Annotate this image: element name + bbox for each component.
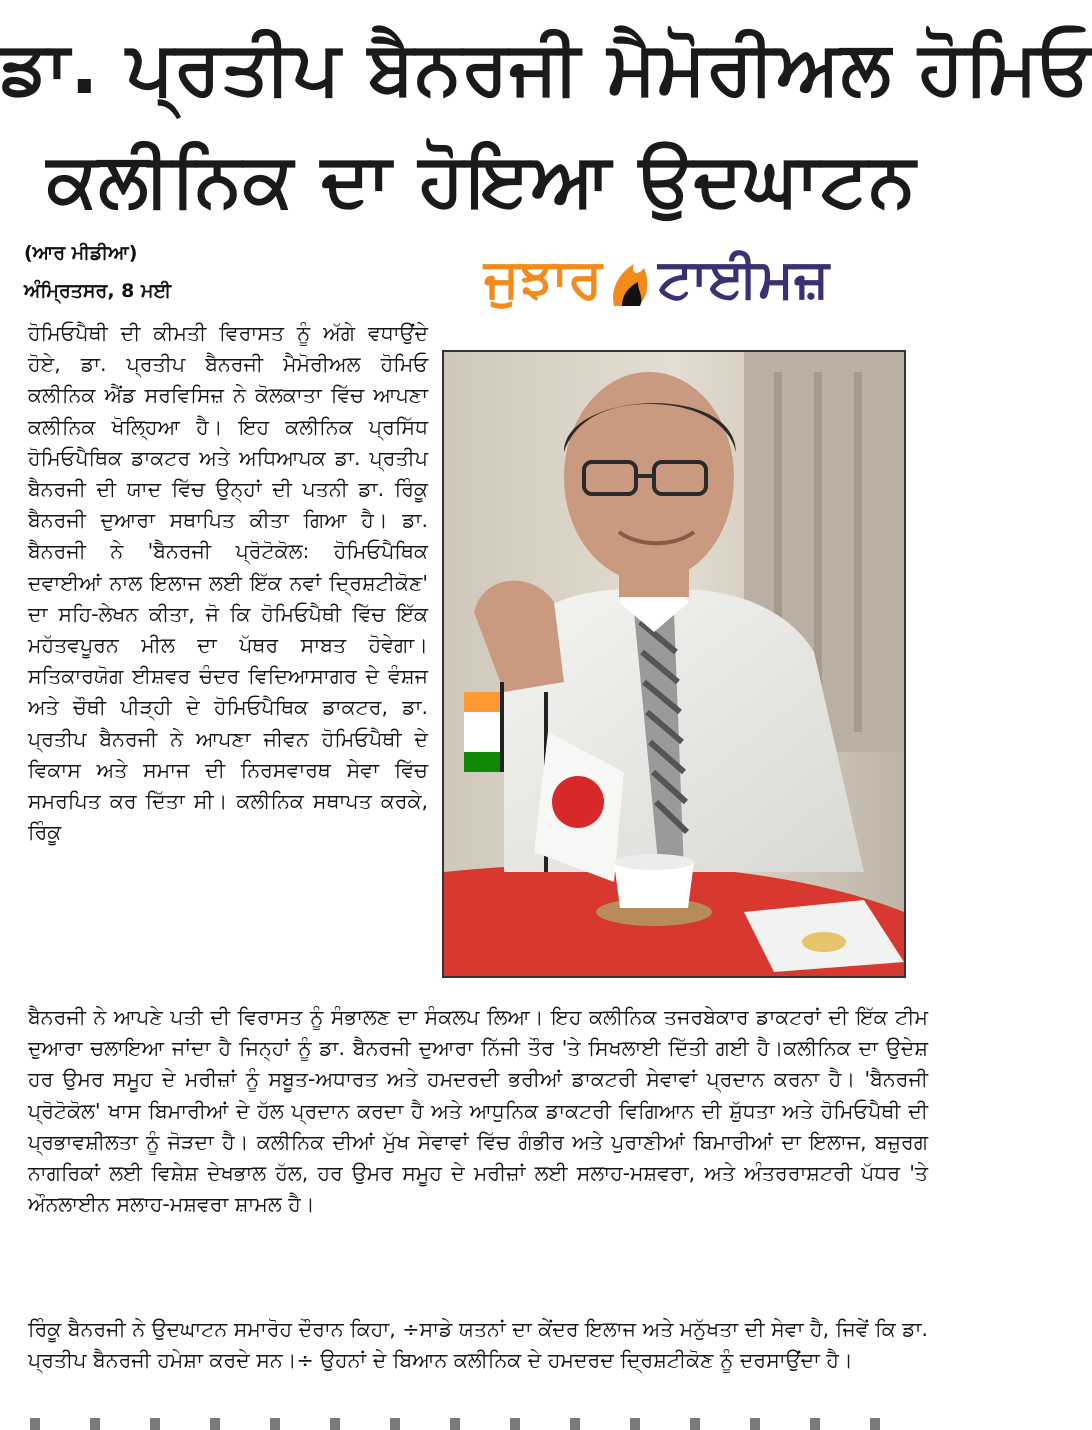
article-column-text: ਹੋਮਿਓਪੈਥੀ ਦੀ ਕੀਮਤੀ ਵਿਰਾਸਤ ਨੂੰ ਅੱਗੇ ਵਧਾਉਂਦੇ ਹੋਏ, ਡਾ. ਪ੍ਰਤੀਪ ਬੈਨਰਜੀ ਮੈਮੋਰੀਅਲ ਹੋਮਿਓ ਕਲੀਨਿਕ ਐਂਡ ਸਰਵਿਸਿਜ਼ ਨੇ ਕੋਲਕਾਤਾ ਵਿੱਚ ਆਪਣਾ ਕਲੀਨਿਕ ਖੋਲ੍ਹਿਆ ਹੈ। ਇਹ ਕਲੀਨਿਕ ਪ੍ਰਸਿੱਧ ਹੋਮਿਓਪੈਥਿਕ ਡਾਕਟਰ ਅਤੇ ਅਧਿਆਪਕ ਡਾ. ਪ੍ਰਤੀਪ ਬੈਨਰਜੀ ਦੀ ਯਾਦ ਵਿੱਚ ਉਨ੍ਹਾਂ ਦੀ ਪਤਨੀ ਡਾ. ਰਿੰਕੂ ਬੈਨਰਜੀ ਦੁਆਰਾ ਸਥਾਪਿਤ ਕੀਤਾ ਗਿਆ ਹੈ। ਡਾ. ਬੈਨਰਜੀ ਨੇ 'ਬੈਨਰਜੀ ਪ੍ਰੋਟੋਕੋਲ: ਹੋਮਿਓਪੈਥਿਕ ਦਵਾਈਆਂ ਨਾਲ ਇਲਾਜ ਲਈ ਇੱਕ ਨਵਾਂ ਦ੍ਰਿਸ਼ਟੀਕੋਣ' ਦਾ ਸਹਿ-ਲੇਖਨ ਕੀਤਾ, ਜੋ ਕਿ ਹੋਮਿਓਪੈਥੀ ਵਿੱਚ ਇੱਕ ਮਹੱਤਵਪੂਰਨ ਮੀਲ ਦਾ ਪੱਥਰ ਸਾਬਤ ਹੋਵੇਗਾ। ਸਤਿਕਾਰਯੋਗ ਈਸ਼ਵਰ ਚੰਦਰ ਵਿਦਿਆਸਾਗਰ ਦੇ ਵੰਸ਼ਜ ਅਤੇ ਚੌਥੀ ਪੀੜ੍ਹੀ ਦੇ ਹੋਮਿਓਪੈਥਿਕ ਡਾਕਟਰ, ਡਾ. ਪ੍ਰਤੀਪ ਬੈਨਰਜੀ ਨੇ ਆਪਣਾ ਜੀਵਨ ਹੋਮਿਓਪੈਥੀ ਦੇ ਵਿਕਾਸ ਅਤੇ ਸਮਾਜ ਦੀ ਨਿਰਸਵਾਰਥ ਸੇਵਾ ਵਿੱਚ ਸਮਰਪਿਤ ਕਰ ਦਿੱਤਾ ਸੀ। ਕਲੀਨਿਕ ਸਥਾਪਤ ਕਰਕੇ, ਰਿੰਕੂ bbox=[28, 321, 428, 845]
doctor-photo bbox=[442, 350, 906, 978]
logo-word-1: ਜੁਝਾਰ bbox=[484, 247, 603, 310]
news-source: (ਆਰ ਮੀਡੀਆ) bbox=[24, 242, 138, 264]
article-quote-paragraph: ਰਿੰਕੂ ਬੈਨਰਜੀ ਨੇ ਉਦਘਾਟਨ ਸਮਾਰੋਹ ਦੌਰਾਨ ਕਿਹਾ, ÷ਸਾਡੇ ਯਤਨਾਂ ਦਾ ਕੇਂਦਰ ਇਲਾਜ ਅਤੇ ਮਨੁੱਖਤਾ ਦੀ ਸੇਵਾ ਹੈ, ਜਿਵੇਂ ਕਿ ਡਾ. ਪ੍ਰਤੀਪ ਬੈਨਰਜੀ ਹਮੇਸ਼ਾ ਕਰਦੇ ਸਨ।÷ ਉਹਨਾਂ ਦੇ ਬਿਆਨ ਕਲੀਨਿਕ ਦੇ ਹਮਦਰਦ ਦ੍ਰਿਸ਼ਟੀਕੋਣ ਨੂੰ ਦਰਸਾਉਂਦਾ ਹੈ। bbox=[28, 1317, 928, 1373]
headline-line-1: ਡਾ. ਪ੍ਰਤੀਪ ਬੈਨਰਜੀ ਮੈਮੋਰੀਅਲ ਹੋਮਿਓ bbox=[0, 25, 1092, 111]
article-fullwidth-text: ਬੈਨਰਜੀ ਨੇ ਆਪਣੇ ਪਤੀ ਦੀ ਵਿਰਾਸਤ ਨੂੰ ਸੰਭਾਲਣ ਦਾ ਸੰਕਲਪ ਲਿਆ। ਇਹ ਕਲੀਨਿਕ ਤਜਰਬੇਕਾਰ ਡਾਕਟਰਾਂ ਦੀ ਇੱਕ ਟੀਮ ਦੁਆਰਾ ਚਲਾਇਆ ਜਾਂਦਾ ਹੈ ਜਿਨ੍ਹਾਂ ਨੂੰ ਡਾ. ਬੈਨਰਜੀ ਦੁਆਰਾ ਨਿੱਜੀ ਤੌਰ 'ਤੇ ਸਿਖਲਾਈ ਦਿੱਤੀ ਗਈ ਹੈ।ਕਲੀਨਿਕ ਦਾ ਉਦੇਸ਼ ਹਰ ਉਮਰ ਸਮੂਹ ਦੇ ਮਰੀਜ਼ਾਂ ਨੂੰ ਸਬੂਤ-ਅਧਾਰਤ ਅਤੇ ਹਮਦਰਦੀ ਭਰੀਆਂ ਡਾਕਟਰੀ ਸੇਵਾਵਾਂ ਪ੍ਰਦਾਨ ਕਰਨਾ ਹੈ। 'ਬੈਨਰਜੀ ਪ੍ਰੋਟੋਕੋਲ' ਖਾਸ ਬਿਮਾਰੀਆਂ ਦੇ ਹੱਲ ਪ੍ਰਦਾਨ ਕਰਦਾ ਹੈ ਅਤੇ ਆਧੁਨਿਕ ਡਾਕਟਰੀ ਵਿਗਿਆਨ ਦੀ ਸ਼ੁੱਧਤਾ ਅਤੇ ਹੋਮਿਓਪੈਥੀ ਦੀ ਪ੍ਰਭਾਵਸ਼ੀਲਤਾ ਨੂੰ ਜੋੜਦਾ ਹੈ। ਕਲੀਨਿਕ ਦੀਆਂ ਮੁੱਖ ਸੇਵਾਵਾਂ ਵਿੱਚ ਗੰਭੀਰ ਅਤੇ ਪੁਰਾਣੀਆਂ ਬਿਮਾਰੀਆਂ ਦਾ ਇਲਾਜ, ਬਜ਼ੁਰਗ ਨਾਗਰਿਕਾਂ ਲਈ ਵਿਸ਼ੇਸ਼ ਦੇਖਭਾਲ ਹੱਲ, ਹਰ ਉਮਰ ਸਮੂਹ ਦੇ ਮਰੀਜ਼ਾਂ ਲਈ ਸਲਾਹ-ਮਸ਼ਵਰਾ, ਅਤੇ ਅੰਤਰਰਾਸ਼ਟਰੀ ਪੱਧਰ 'ਤੇ ਔਨਲਾਈਨ ਸਲਾਹ-ਮਸ਼ਵਰਾ ਸ਼ਾਮਲ ਹੈ। bbox=[28, 1005, 928, 1217]
photo-illustration bbox=[444, 352, 904, 976]
headline-line-2: ਕਲੀਨਿਕ ਦਾ ਹੋਇਆ ਉਦਘਾਟਨ bbox=[46, 137, 917, 223]
cut-off-next-line bbox=[30, 1418, 920, 1430]
newspaper-logo bbox=[484, 244, 880, 314]
dateline: ਅੰਮ੍ਰਿਤਸਰ, 8 ਮਈ bbox=[24, 280, 172, 302]
flame-turban-icon bbox=[608, 254, 652, 310]
logo-word-2: ਟਾਈਮਜ਼ bbox=[658, 247, 830, 310]
